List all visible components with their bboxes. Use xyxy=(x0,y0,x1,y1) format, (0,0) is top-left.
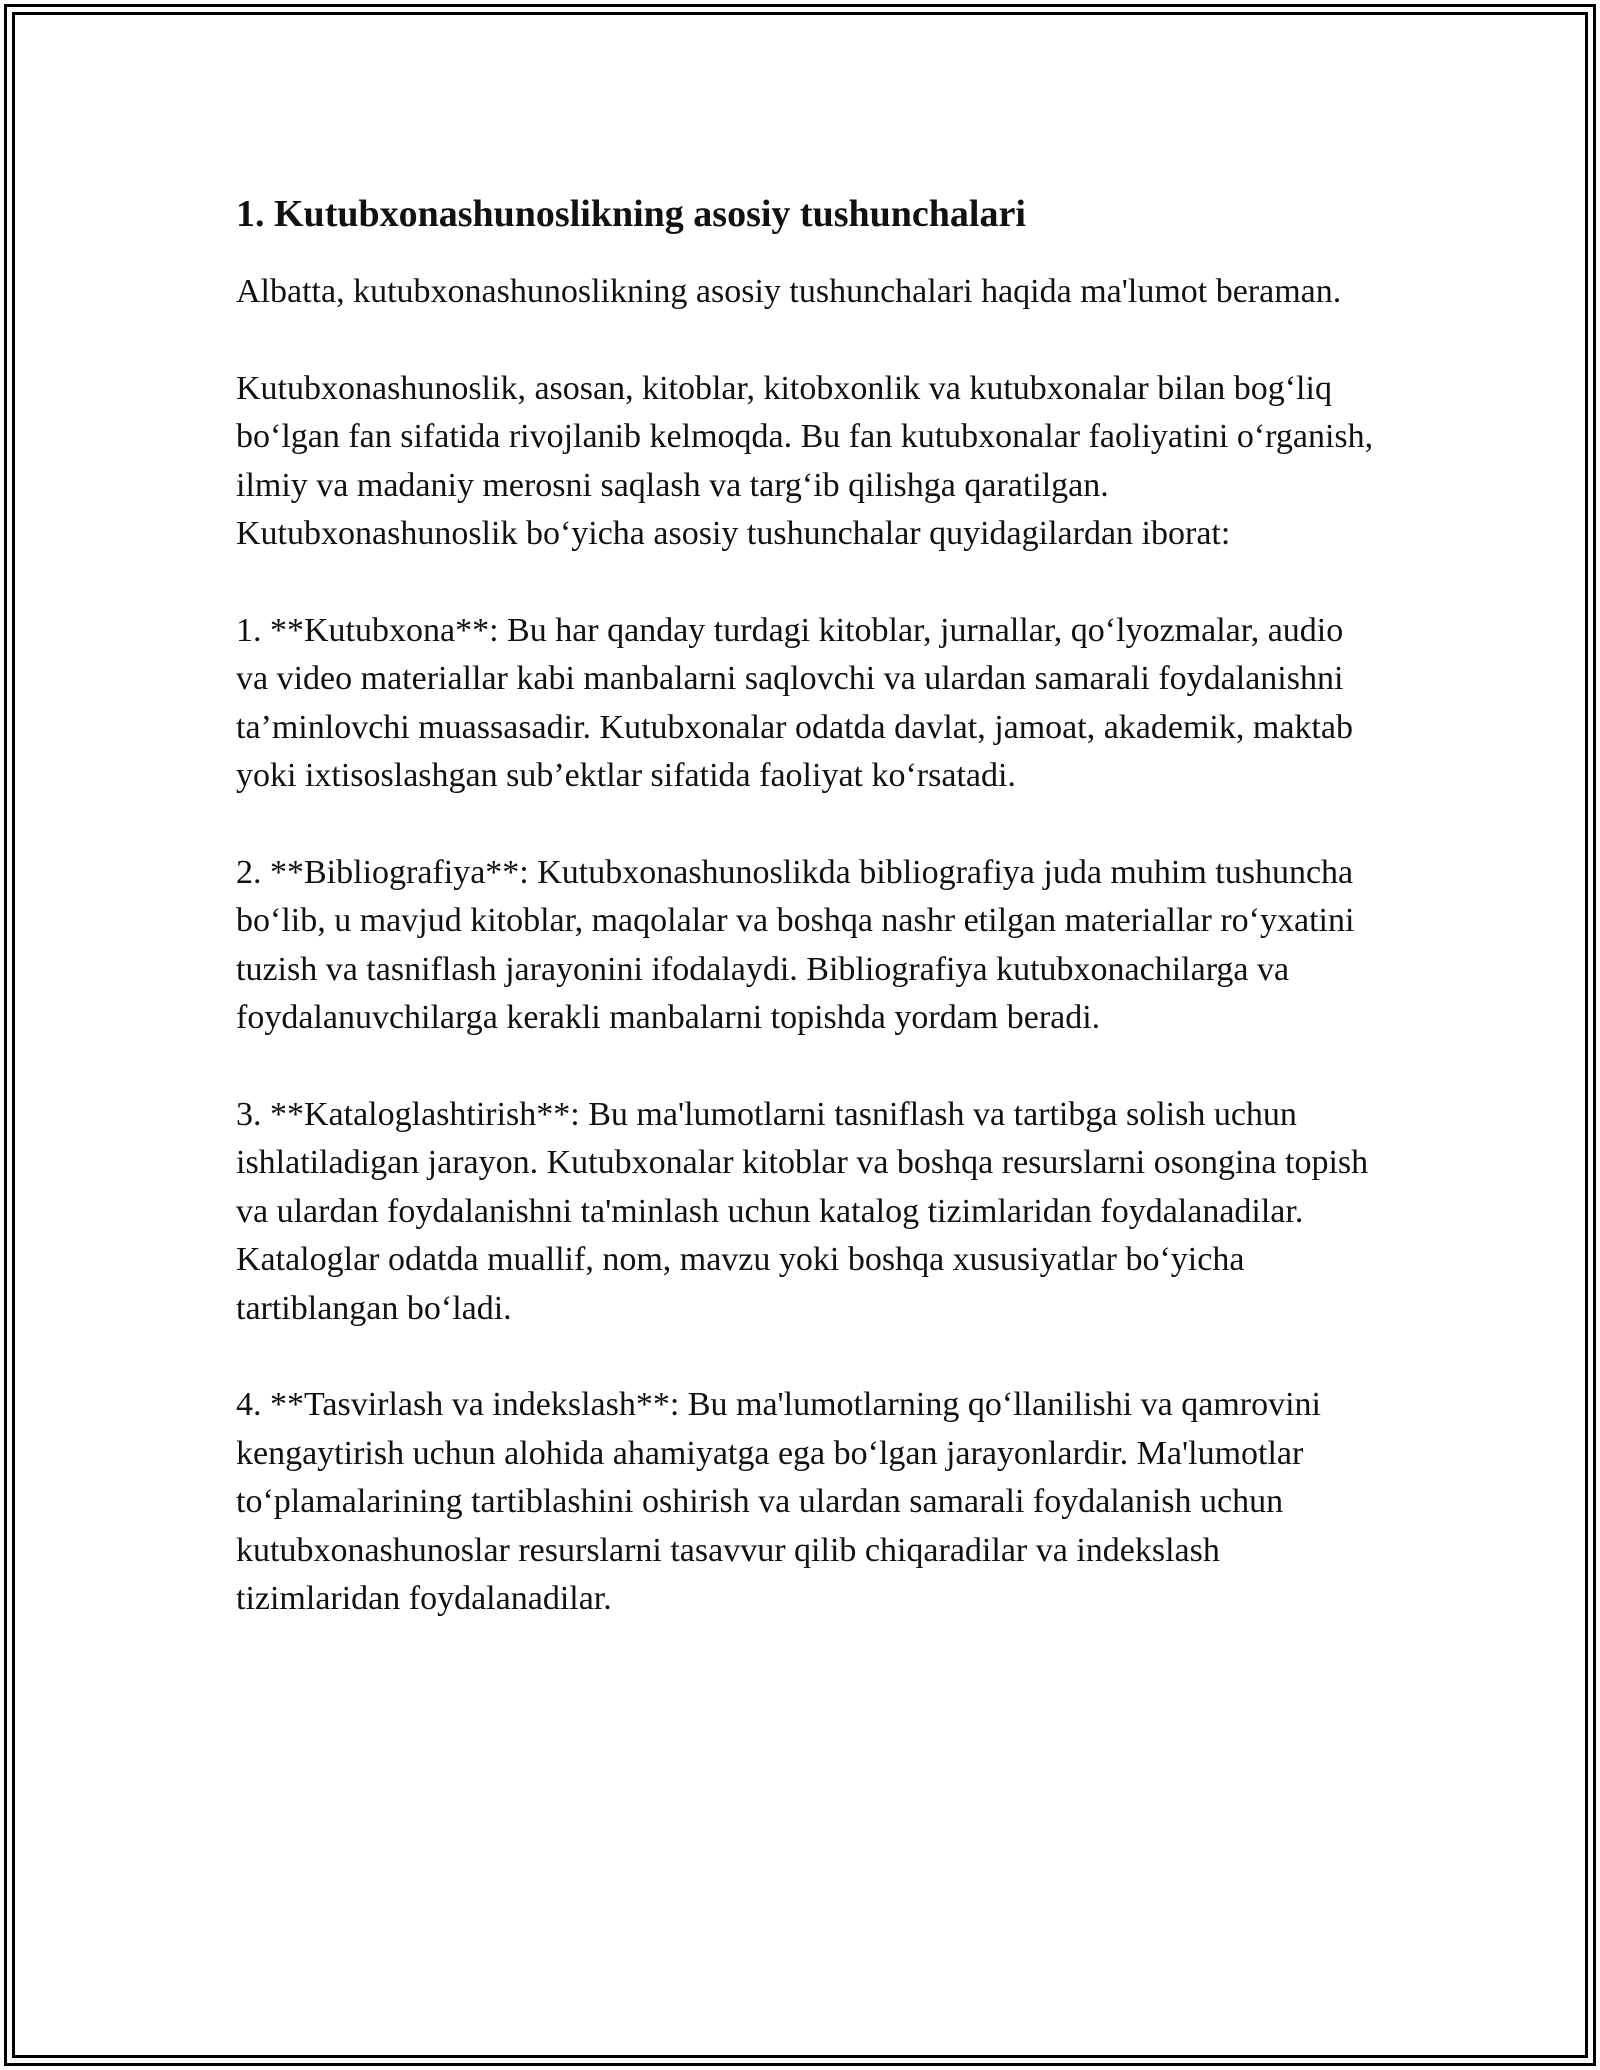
item-kutubxona: 1. **Kutubxona**: Bu har qanday turdagi kitoblar, jurnallar, qo‘lyozmalar, audio va video materiallar kabi manbalarni saqlovchi va ulardan samarali foydalanishni ta’minlovchi muassasadir. Kutubxonalar odatda davlat, jamoat, akademik, maktab yoki ixtisoslashgan sub’ektlar sifatida faoliyat ko‘rsatadi. xyxy=(236,611,1353,794)
overview-paragraph: Kutubxonashunoslik, asosan, kitoblar, kitobxonlik va kutubxonalar bilan bog‘liq bo‘lgan fan sifatida rivojlanib kelmoqda. Bu fan kutubxonalar faoliyatini o‘rganish, ilmiy va madaniy merosni saqlash va targ‘ib qilishga qaratilgan. Kutubxonashunoslik bo‘yicha asosiy tushunchalar quyidagilardan iborat: xyxy=(236,369,1374,552)
item-kataloglashtirish: 3. **Kataloglashtirish**: Bu ma'lumotlarni tasniflash va tartibga solish uchun ishlatiladigan jarayon. Kutubxonalar kitoblar va boshqa resurslarni osongina topish va ulardan foydalanishni ta'minlash uchun katalog tizimlaridan foydalanadilar. Kataloglar odatda muallif, nom, mavzu yoki boshqa xususiyatlar bo‘yicha tartiblangan bo‘ladi. xyxy=(236,1095,1369,1327)
document-title: 1. Kutubxonashunoslikning asosiy tushunchalari xyxy=(236,193,1026,235)
item-bibliografiya: 2. **Bibliografiya**: Kutubxonashunoslikda bibliografiya juda muhim tushuncha bo‘lib, u mavjud kitoblar, maqolalar va boshqa nashr etilgan materiallar ro‘yxatini tuzish va tasniflash jarayonini ifodalaydi. Bibliografiya kutubxonachilarga va foydalanuvchilarga kerakli manbalarni topishda yordam beradi. xyxy=(236,853,1355,1036)
item-tasvirlash-indekslash: 4. **Tasvirlash va indekslash**: Bu ma'lumotlarning qo‘llanilishi va qamrovini kengaytirish uchun alohida ahamiyatga ega bo‘lgan jarayonlardir. Ma'lumotlar to‘plamalarining tartiblashini oshirish va ulardan samarali foydalanish uchun kutubxonashunoslar resurslarni tasavvur qilib chiqaradilar va indekslash tizimlaridan foydalanadilar. xyxy=(236,1386,1321,1617)
document-body xyxy=(236,186,1376,1672)
intro-paragraph: Albatta, kutubxonashunoslikning asosiy tushunchalari haqida ma'lumot beraman. xyxy=(236,273,1342,310)
